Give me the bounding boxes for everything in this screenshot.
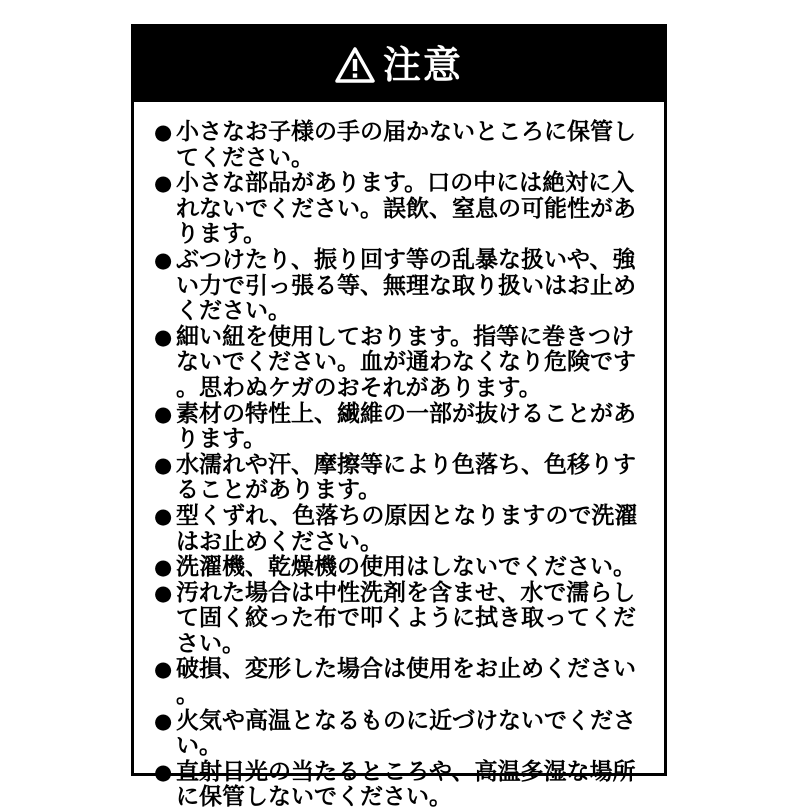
warning-triangle-icon [335,47,375,83]
caution-item-text: 素材の特性上、繊維の一部が抜けることがあります。 [176,400,636,453]
caution-item [154,171,646,248]
caution-notice-panel [131,24,667,811]
caution-item [154,120,646,171]
bullet-icon: ● [154,580,173,605]
bullet-icon: ● [154,759,173,784]
caution-item-text: 破損、変形した場合は使用をお止めください。 [176,656,636,709]
caution-item-text: 小さな部品があります。口の中には絶対に入れないでください。誤飲、窒息の可能性があります。 [176,170,636,248]
caution-item-text: 洗濯機、乾燥機の使用はしないでください。 [176,554,636,581]
caution-item-text: 水濡れや汗、摩擦等により色落ち、色移りすることがあります。 [176,451,636,504]
caution-item-text: 火気や高温となるものに近づけないでください。 [176,707,636,760]
bullet-icon: ● [154,452,173,477]
caution-item [154,325,646,402]
bullet-icon: ● [154,171,173,196]
caution-item-text: 細い紐を使用しております。指等に巻きつけないでください。血が通わなくなり危険です。思わぬケガのおそれがあります。 [176,323,636,401]
caution-item [154,657,646,708]
caution-item-text: 小さなお子様の手の届かないところに保管してください。 [176,119,636,171]
bullet-icon: ● [154,401,173,426]
caution-item [154,402,646,453]
caution-item [154,555,646,581]
bullet-icon: ● [154,503,173,528]
caution-item [154,453,646,504]
bullet-icon: ● [154,708,173,733]
caution-item-text: 直射日光の当たるところや、高温多湿な場所に保管しないでください。 [176,758,636,811]
caution-item-text: 型くずれ、色落ちの原因となりますので洗濯はお止めください。 [176,502,638,555]
bullet-icon: ● [154,657,173,682]
bullet-icon: ● [154,120,173,144]
bullet-icon: ● [154,555,173,580]
bullet-icon: ● [154,247,173,272]
caution-item [154,248,646,325]
caution-item [154,504,646,555]
caution-item [154,581,646,658]
caution-item-text: 汚れた場合は中性洗剤を含ませ、水で濡らして固く絞った布で叩くように拭き取ってください。 [176,579,636,657]
caution-item-text: ぶつけたり、振り回す等の乱暴な扱いや、強い力で引っ張る等、無理な取り扱いはお止めください。 [176,246,636,325]
bullet-icon: ● [154,324,173,349]
notice-title: 注意 [382,42,463,87]
notice-header [134,27,664,102]
caution-item [154,709,646,760]
caution-list [134,102,664,811]
caution-item [154,760,646,811]
